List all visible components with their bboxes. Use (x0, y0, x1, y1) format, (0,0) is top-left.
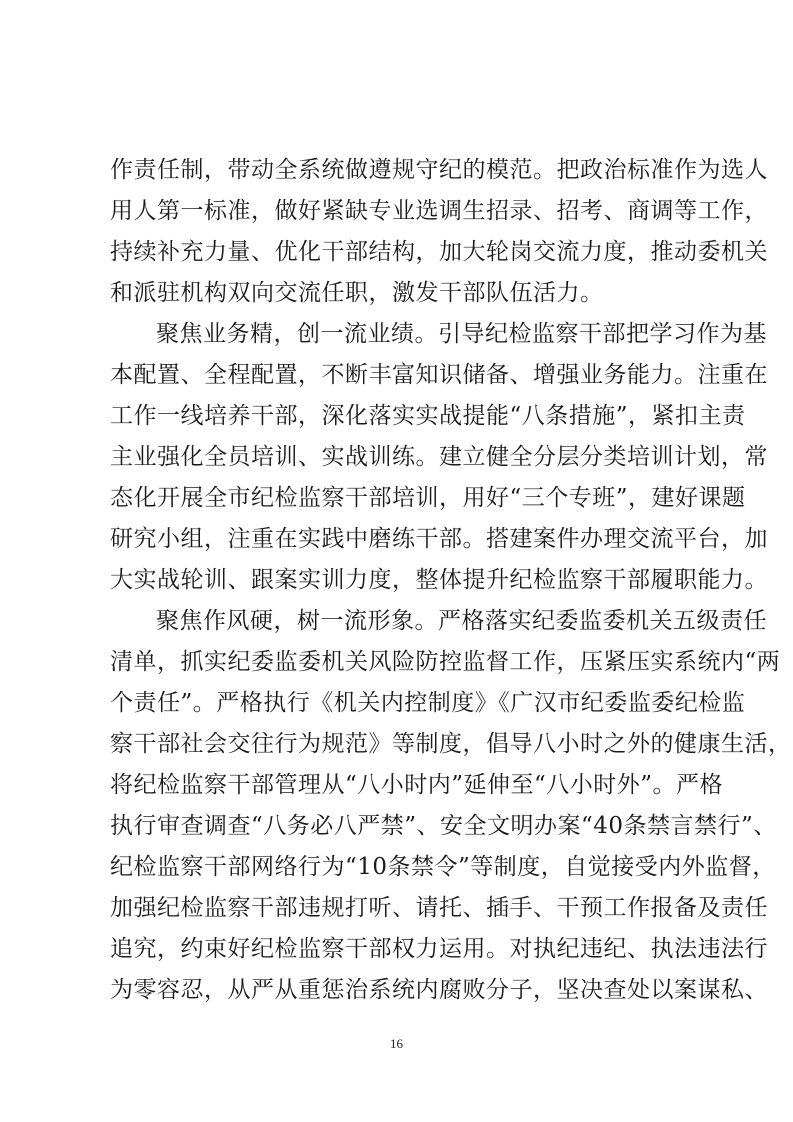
text-line: 持续补充力量、优化干部结构，加大轮岗交流力度，推动委机关 (110, 239, 768, 265)
text-line: 工作一线培养干部，深化落实实战提能“八条措施”，紧扣主责 (110, 403, 746, 429)
text-line: 将纪检监察干部管理从“八小时内”延伸至“八小时外”。严格 (110, 772, 724, 798)
text-line: 大实战轮训、跟案实训力度，整体提升纪检监察干部履职能力。 (110, 567, 768, 593)
text-line: 察干部社会交往行为规范》等制度，倡导八小时之外的健康生活， (110, 731, 792, 757)
text-line: 个责任”。严格执行《机关内控制度》《广汉市纪委监委纪检监 (110, 690, 746, 716)
text-line: 清单，抓实纪委监委机关风险防控监督工作，压紧压实系统内“两 (110, 649, 781, 675)
text-line: 和派驻机构双向交流任职，激发干部队伍活力。 (110, 280, 604, 306)
text-line: 聚焦作风硬，树一流形象。严格落实纪委监委机关五级责任 (156, 608, 767, 634)
text-line: 为零容忍，从严从重惩治系统内腐败分子，坚决查处以案谋私、 (110, 977, 768, 1003)
text-line: 纪检监察干部网络行为“10条禁令”等制度，自觉接受内外监督， (110, 854, 776, 880)
text-line: 作责任制，带动全系统做遵规守纪的模范。把政治标准作为选人 (110, 157, 768, 183)
text-line: 执行审查调查“八务必八严禁”、安全文明办案“40条禁言禁行”、 (110, 813, 777, 839)
text-line: 研究小组，注重在实践中磨练干部。搭建案件办理交流平台，加 (110, 526, 768, 552)
text-line: 用人第一标准，做好紧缺专业选调生招录、招考、商调等工作， (110, 198, 768, 224)
text-line: 加强纪检监察干部违规打听、请托、插手、干预工作报备及责任 (110, 895, 768, 921)
text-line: 主业强化全员培训、实战训练。建立健全分层分类培训计划，常 (110, 444, 768, 470)
text-line: 态化开展全市纪检监察干部培训，用好“三个专班”，建好课题 (110, 485, 746, 511)
text-line: 聚焦业务精，创一流业绩。引导纪检监察干部把学习作为基 (156, 321, 767, 347)
text-line: 追究，约束好纪检监察干部权力运用。对执纪违纪、执法违法行 (110, 936, 768, 962)
text-line: 本配置、全程配置，不断丰富知识储备、增强业务能力。注重在 (110, 362, 768, 388)
page-number: 16 (390, 1036, 403, 1051)
